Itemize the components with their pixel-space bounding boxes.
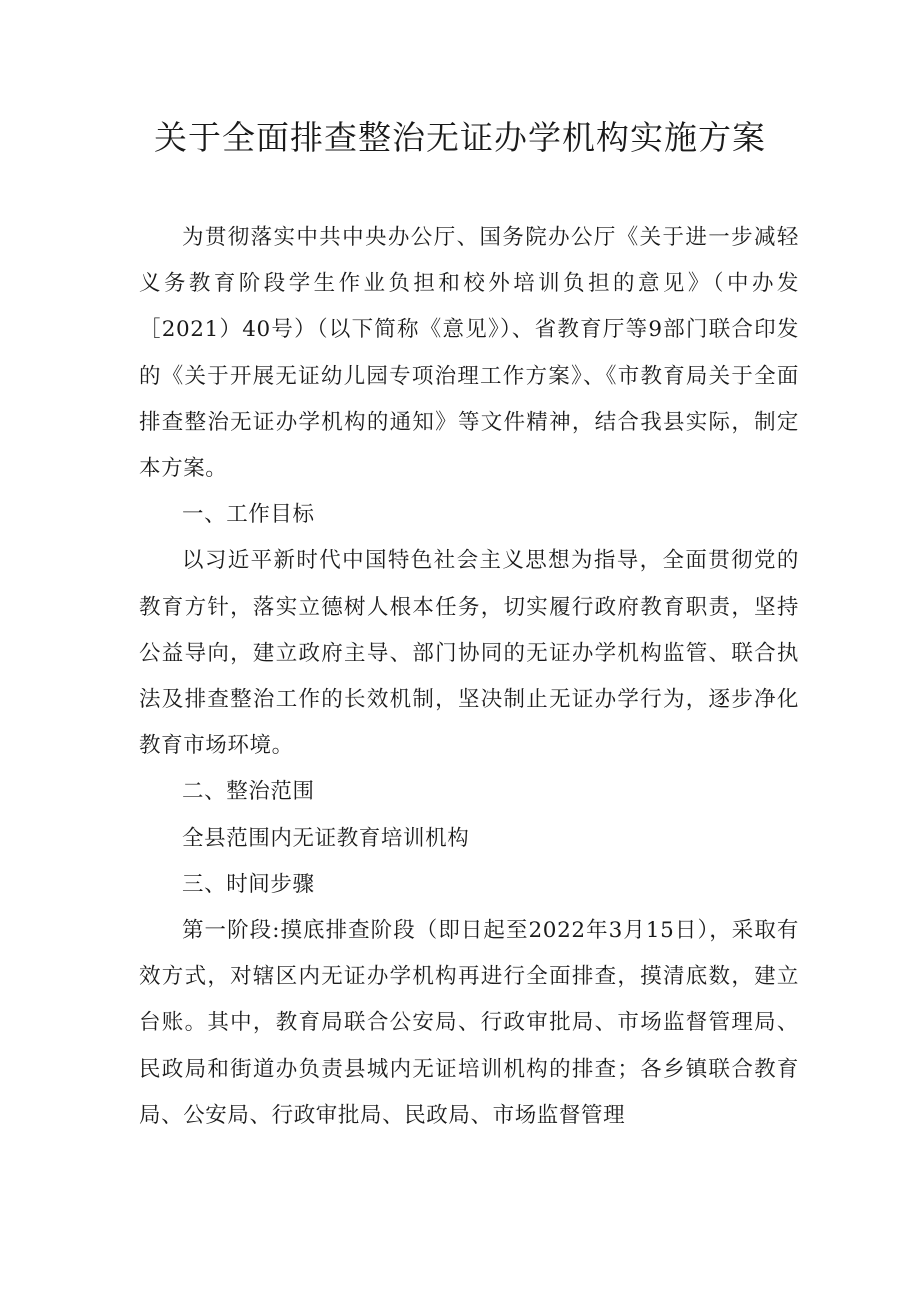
section-1-heading: 一、工作目标: [182, 502, 315, 528]
document-title: 关于全面排查整治无证办学机构实施方案: [154, 118, 766, 157]
document-body: [139, 215, 799, 1139]
section-1-paragraph: 以习近平新时代中国特色社会主义思想为指导，全面贯彻党的教育方针，落实立德树人根本任务，切实履行政府教育职责，坚持公益导向，建立政府主导、部门协同的无证办学机构监管、联合执法及排查整治工作的长效机制，坚决制止无证办学行为，逐步净化教育市场环境。: [139, 548, 799, 759]
section-2-paragraph: 全县范围内无证教育培训机构: [182, 825, 470, 851]
intro-paragraph: 为贯彻落实中共中央办公厅、国务院办公厅《关于进一步减轻义务教育阶段学生作业负担和校外培训负担的意见》（中办发［2021）40号）（以下简称《意见》）、省教育厅等9部门联合印发的《关于开展无证幼儿园专项治理工作方案》、《市教育局关于全面排查整治无证办学机构的通知》等文件精神，结合我县实际，制定本方案。: [139, 225, 799, 482]
section-3-heading: 三、时间步骤: [182, 871, 315, 897]
section-2-heading: 二、整治范围: [182, 779, 315, 805]
section-3-paragraph: 第一阶段:摸底排查阶段（即日起至2022年3月15日），采取有效方式，对辖区内无证办学机构再进行全面排查，摸清底数，建立台账。其中，教育局联合公安局、行政审批局、市场监督管理局、民政局和街道办负责县城内无证培训机构的排查；各乡镇联合教育局、公安局、行政审批局、民政局、市场监督管理: [139, 918, 799, 1128]
